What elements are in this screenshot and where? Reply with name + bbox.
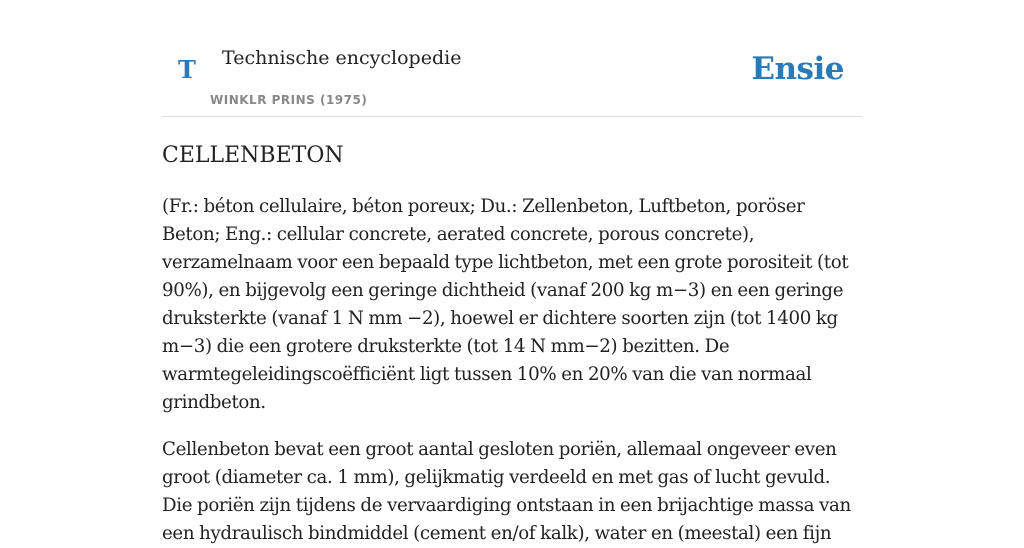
category-letter-badge[interactable]: T (178, 55, 196, 84)
entry-title: CELLENBETON (162, 143, 344, 168)
ensie-logo[interactable]: Ensie (751, 51, 844, 87)
source-label: WINKLR PRINS (1975) (210, 93, 368, 107)
page-header (162, 0, 862, 117)
entry-paragraph: (Fr.: béton cellulaire, béton poreux; Du.: Zellenbeton, Luftbeton, poröser Beton; Eng.: cellular concrete, aerated concrete, porous concrete), verzamelnaam voor een bepaald type lichtbeton, met een grote porositeit (tot 90%), en bijgevolg een geringe dichtheid (vanaf 200 kg m−3) en een geringe druksterkte (vanaf 1 N mm −2), hoewel er dichtere soorten zijn (tot 1400 kg m−3) die een grotere druksterkte (tot 14 N mm−2) bezitten. De warmtegeleidingscoëfficiënt ligt tussen 10% en 20% van die van normaal grindbeton. (162, 196, 849, 413)
encyclopedia-title-link[interactable]: Technische encyclopedie (222, 47, 462, 69)
article-page (162, 0, 862, 548)
entry-paragraph: Cellenbeton bevat een groot aantal gesloten poriën, allemaal ongeveer even groot (diameter ca. 1 mm), gelijkmatig verdeeld en met gas of lucht gevuld. Die poriën zijn tijdens de vervaardiging ontstaan in een brijachtige massa van een hydraulisch bindmiddel (cement en/of kalk), water en (meestal) een fijn (162, 439, 851, 544)
